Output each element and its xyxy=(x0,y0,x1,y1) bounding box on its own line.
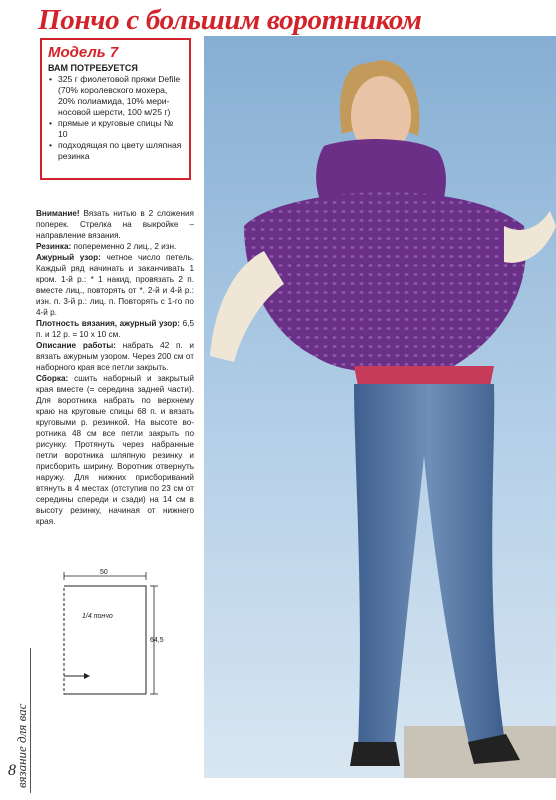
materials-box xyxy=(40,38,191,180)
instruction-body: сшить наборный и закрытый края вместе (= середина задней части). Для воротника набрать по верхнему краю на круговые спицы 68 п. и вязать круговыми р. резинкой. На высоте воротника 48 см все петли закрыть по рисунку. Протянуть через набранные петли воротника шляпную резинку и присборить ширину. Воротник отвернуть наружу. Для нижних присбориваний втянуть в 4 местах (отступив по 23 см от середины спереди и сзади) на 14 см в высоту резинку, начиная от нижнего края. xyxy=(36,374,194,526)
materials-heading: ВАМ ПОТРЕБУЕТСЯ xyxy=(48,63,138,73)
arrow-head-icon xyxy=(84,673,90,679)
instruction-paragraph xyxy=(36,318,194,340)
instruction-body: 6,5 п. и 12 р. = 10 x 10 см. xyxy=(36,319,194,339)
instruction-paragraph xyxy=(36,208,194,241)
model-title: Модель 7 xyxy=(48,44,119,61)
pattern-diagram xyxy=(50,566,180,702)
materials-item: • прямые и круговые спицы № 10 xyxy=(58,118,183,140)
instruction-term: Сборка: xyxy=(36,374,69,383)
sidebar-divider xyxy=(30,648,31,793)
instruction-term: Внимание! xyxy=(36,209,80,218)
left-shoe xyxy=(350,742,400,766)
instruction-paragraph xyxy=(36,252,194,318)
instructions-text xyxy=(36,208,194,527)
materials-item: • подходящая по цвету шляпная резинка xyxy=(58,140,183,162)
belt xyxy=(354,366,494,386)
instruction-body: четное число петель. Каждый ряд начинать и заканчивать 1 кром. 1-й р.: * 1 накид, провязать 2 п. вместе лиц., повторять от *. 2-й и 4-й р.: изн. п. 3-й р.: лиц. п. Повторять с 1-го по 4-й р. xyxy=(36,253,195,317)
instruction-term: Ажурный узор: xyxy=(36,253,101,262)
instruction-paragraph xyxy=(36,241,194,252)
instruction-term: Плотность вязания, ажурный узор: xyxy=(36,319,181,328)
height-label: 64,5 xyxy=(150,637,164,644)
instruction-paragraph xyxy=(36,340,194,373)
materials-list xyxy=(48,74,183,162)
instruction-term: Описание работы: xyxy=(36,341,116,350)
model-photo xyxy=(204,36,556,778)
page-number: 8 xyxy=(8,762,16,779)
magazine-name: вязание для вас xyxy=(14,703,29,788)
instruction-body: набрать 42 п. и вязать ажурным узором. Через 200 см от наборного края все петли закрыть. xyxy=(36,341,195,372)
materials-item: • 325 г фиолетовой пряжи Defile (70% королевского мохера, 20% полиамида, 10% мериносовой шерсти, 100 м/25 г) xyxy=(58,74,183,118)
width-label: 50 xyxy=(100,569,108,576)
instruction-body: попеременно 2 лиц., 2 изн. xyxy=(71,242,177,251)
piece-label: 1/4 пончо xyxy=(82,613,113,620)
instruction-body: Вязать нитью в 2 сложения поперек. Стрелка на выкройке – направление вязания. xyxy=(36,209,194,240)
pattern-piece-outline xyxy=(64,586,146,694)
page-title: Пончо с большим воротником xyxy=(38,4,422,36)
instruction-term: Резинка: xyxy=(36,242,72,251)
instruction-paragraph xyxy=(36,373,194,527)
